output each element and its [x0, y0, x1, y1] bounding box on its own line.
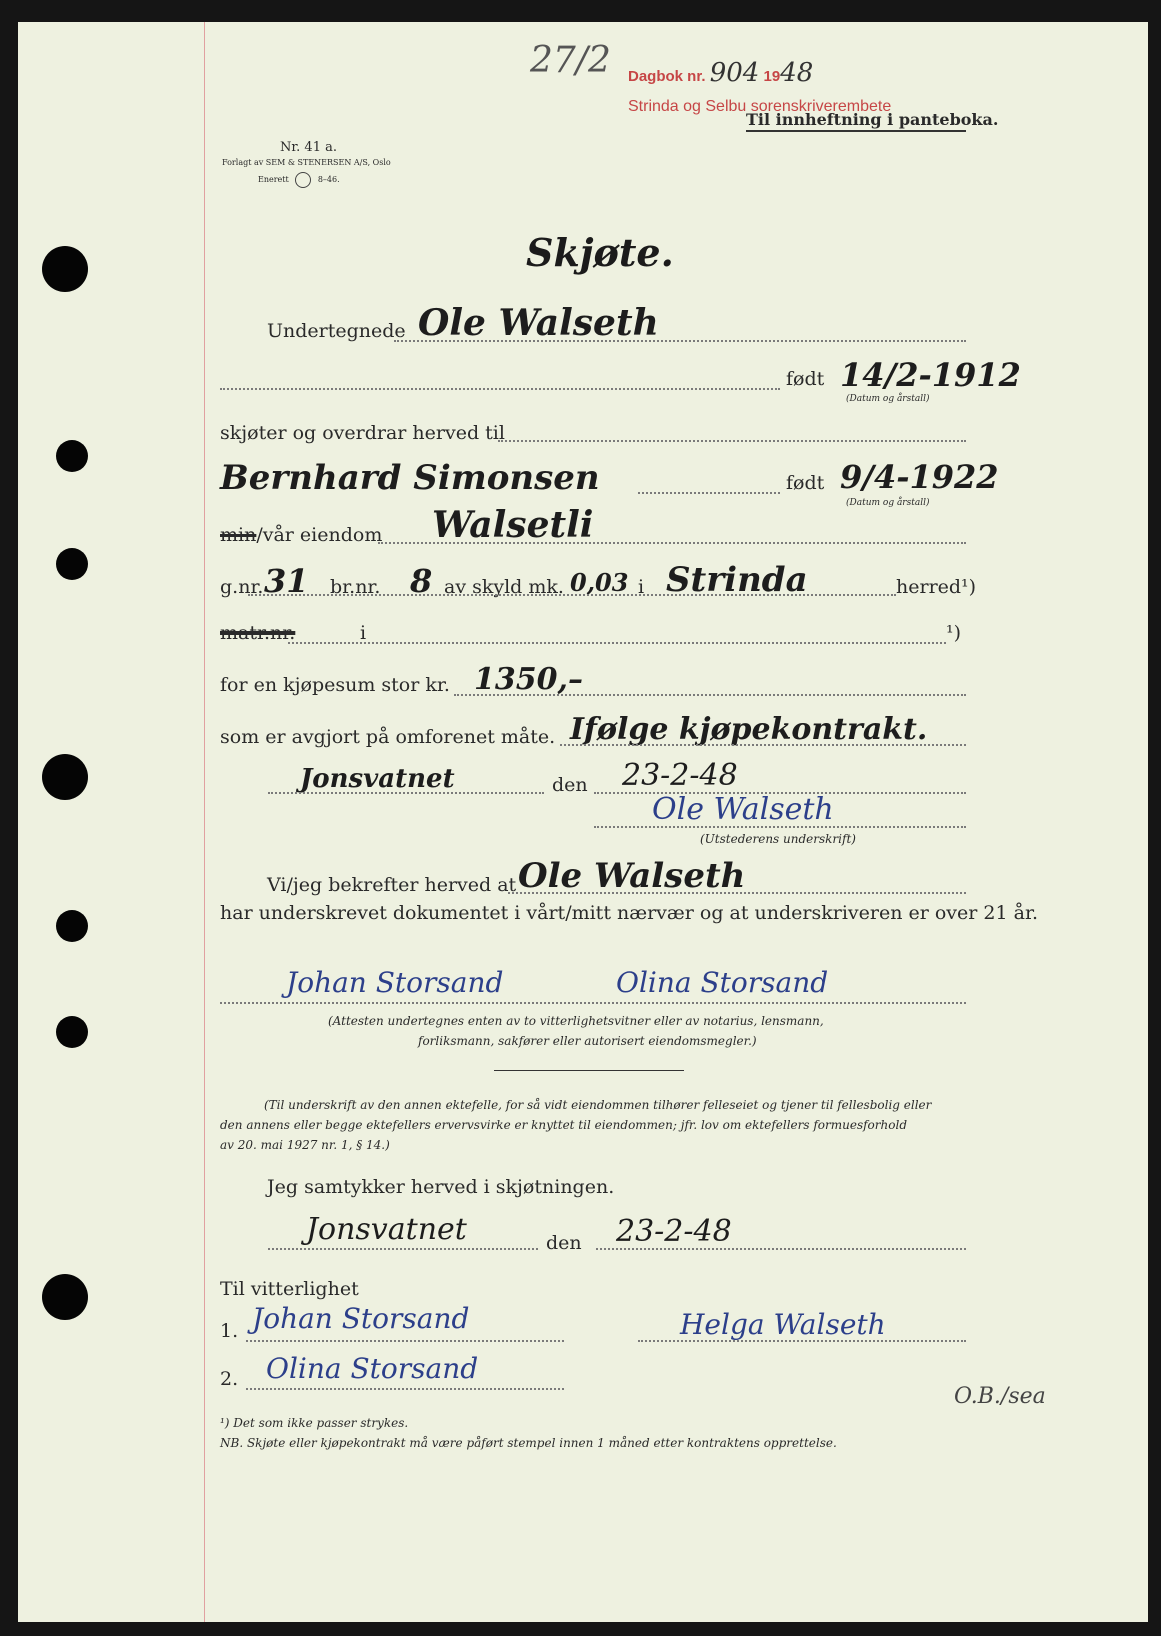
spouse-note-line-2: den annens eller begge ektefellers ervervsvirke er knyttet til eiendommen; jfr. lov om ektefellers formuesforhold	[220, 1118, 907, 1132]
issue-den-label: den	[552, 774, 588, 796]
grantor-label: Undertegnede	[267, 320, 406, 342]
page-title: Skjøte.	[526, 230, 674, 275]
matr-end: ¹)	[946, 622, 962, 644]
issuer-signature: Ole Walseth	[652, 792, 834, 827]
grantee-birth-date: 9/4-1922	[840, 458, 999, 496]
grantee-name: Bernhard Simonsen	[220, 458, 600, 498]
spouse-signature: Helga Walseth	[680, 1308, 886, 1341]
transfer-label: skjøter og overdrar herved til	[220, 422, 505, 444]
section-divider	[494, 1070, 684, 1071]
herred-i-label: i	[638, 576, 645, 598]
grantor-born-label: født	[786, 368, 825, 390]
gnr-value: 31	[264, 562, 309, 600]
journal-year-prefix: 19	[763, 68, 781, 85]
punch-hole	[56, 548, 88, 580]
witness-signature-2: Olina Storsand	[616, 966, 829, 999]
property-name: Walsetli	[432, 504, 594, 546]
settlement-label: som er avgjort på omforenet måte.	[220, 726, 556, 748]
form-publisher: Forlagt av SEM & STENERSEN A/S, Oslo	[222, 158, 391, 167]
brnr-label: br.nr.	[330, 576, 381, 598]
footnote-1: ¹) Det som ikke passer strykes.	[220, 1416, 409, 1430]
skyld-value: 0,03	[570, 568, 629, 597]
property-label-struck: min	[220, 524, 257, 546]
punch-hole	[42, 246, 88, 292]
skyld-label: av skyld mk.	[444, 576, 564, 598]
spouse-note-line-3: av 20. mai 1927 nr. 1, § 14.)	[220, 1138, 390, 1152]
confirmation-label: Vi/jeg bekrefter herved at	[267, 874, 517, 896]
property-label	[220, 524, 382, 546]
eneret-label: Enerett	[258, 175, 289, 184]
footnote-2: NB. Skjøte eller kjøpekontrakt må være påført stempel innen 1 måned etter kontraktens opprettelse.	[220, 1436, 837, 1450]
journal-number: 904	[709, 58, 760, 88]
issuer-caption: (Utstederens underskrift)	[700, 832, 856, 846]
form-eneret	[258, 172, 340, 188]
witness-signature-1: Johan Storsand	[286, 966, 504, 999]
confirmation-name: Ole Walseth	[518, 856, 746, 896]
punch-hole	[56, 910, 88, 942]
confirmation-text: har underskrevet dokumentet i vårt/mitt nærvær og at underskriveren er over 21 år.	[220, 902, 1038, 924]
notice-underline	[746, 130, 966, 132]
issue-place: Jonsvatnet	[300, 764, 455, 794]
punch-hole	[56, 1016, 88, 1048]
price-label: for en kjøpesum stor kr.	[220, 674, 450, 696]
matr-i-label: i	[360, 622, 367, 644]
margin-line	[204, 22, 205, 1622]
consent-date: 23-2-48	[616, 1214, 732, 1249]
punch-hole	[42, 1274, 88, 1320]
herred-label: herred¹)	[896, 576, 977, 598]
witness-name-2: Olina Storsand	[266, 1352, 479, 1385]
grantor-name: Ole Walseth	[418, 302, 659, 344]
spouse-note-line-1: (Til underskrift av den annen ektefelle, for så vidt eiendommen tilhører felleseiet og tjener til fellesbolig eller	[264, 1098, 932, 1112]
journal-year: 48	[780, 58, 814, 88]
pencil-date: 27/2	[530, 40, 611, 81]
deed-page	[18, 22, 1148, 1622]
property-label-rest: /vår eiendom	[256, 524, 383, 546]
punch-hole	[56, 440, 88, 472]
publisher-seal-icon	[295, 172, 311, 188]
consent-label: Jeg samtykker herved i skjøtningen.	[267, 1176, 615, 1198]
journal-stamp	[628, 58, 813, 88]
attest-note-line-1: (Attesten undertegnes enten av to vitterlighetsvitner eller av notarius, lensmann,	[328, 1014, 824, 1028]
settlement-method: Ifølge kjøpekontrakt.	[570, 712, 928, 747]
court-stamp: Strinda og Selbu sorenskriverembete	[628, 98, 892, 115]
witnesses-label: Til vitterlighet	[220, 1278, 359, 1300]
herred-value: Strinda	[666, 560, 808, 600]
grantor-birth-date: 14/2-1912	[840, 356, 1021, 394]
witness-number-1: 1.	[220, 1320, 239, 1342]
attest-note-line-2: forliksmann, sakfører eller autorisert eiendomsmegler.)	[418, 1034, 757, 1048]
brnr-value: 8	[410, 562, 433, 600]
witness-name-1: Johan Storsand	[252, 1302, 470, 1335]
grantee-born-label: født	[786, 472, 825, 494]
price-amount: 1350,–	[474, 662, 583, 697]
gnr-label: g.nr.	[220, 576, 264, 598]
form-date: 8–46.	[317, 175, 340, 184]
matr-label: matr.nr.	[220, 622, 296, 644]
notice: Til innheftning i panteboka.	[746, 110, 999, 129]
form-number: Nr. 41 a.	[280, 140, 337, 155]
grantee-born-hint: (Datum og årstall)	[846, 498, 930, 508]
issue-date: 23-2-48	[622, 758, 738, 793]
grantor-born-hint: (Datum og årstall)	[846, 394, 930, 404]
consent-den-label: den	[546, 1232, 582, 1254]
consent-place: Jonsvatnet	[306, 1212, 467, 1247]
margin-note: O.B./sea	[954, 1384, 1046, 1409]
witness-number-2: 2.	[220, 1368, 239, 1390]
punch-hole	[42, 754, 88, 800]
journal-label: Dagbok nr.	[628, 68, 706, 85]
